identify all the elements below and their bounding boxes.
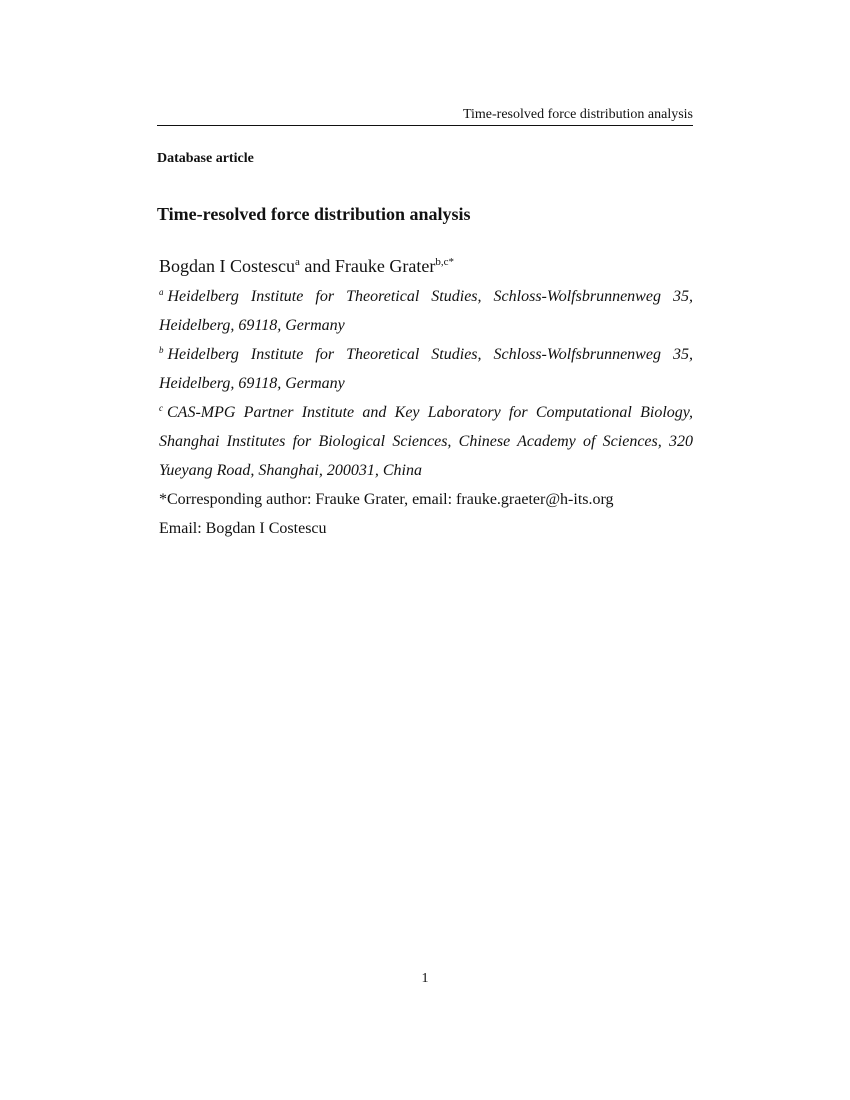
author-email: Email: Bogdan I Costescu bbox=[159, 520, 327, 537]
page-number: 1 bbox=[421, 971, 429, 986]
affiliation-b bbox=[159, 340, 693, 398]
affiliation-text: Heidelberg Institute for Theoretical Studies, Schloss-Wolfsbrunnenweg 35, Heidelberg, 69118, Germany bbox=[159, 288, 693, 334]
affiliation-text: CAS-MPG Partner Institute and Key Laboratory for Computational Biology, Shanghai Institutes for Biological Sciences, Chinese Academy of Sciences, 320 Yueyang Road, Shanghai, 200031, China bbox=[159, 404, 693, 479]
affiliation-marker: b bbox=[159, 345, 164, 355]
affiliation-a bbox=[159, 282, 693, 340]
author-affiliation-marker: b,c* bbox=[435, 256, 454, 268]
author-line bbox=[159, 254, 454, 278]
affiliation-marker: a bbox=[159, 287, 164, 297]
affiliation-marker: c bbox=[159, 403, 163, 413]
paper-title: Time-resolved force distribution analysis bbox=[157, 204, 471, 224]
affiliation-c bbox=[159, 398, 693, 485]
front-matter bbox=[159, 282, 693, 543]
article-type: Database article bbox=[157, 151, 254, 166]
running-header: Time-resolved force distribution analysis bbox=[462, 107, 693, 122]
corresponding-author: *Corresponding author: Frauke Grater, email: frauke.graeter@h-its.org bbox=[159, 491, 614, 508]
author-affiliation-marker: a bbox=[294, 256, 300, 268]
author-conjunction: and bbox=[304, 256, 331, 276]
author-name: Frauke Grater bbox=[334, 256, 436, 276]
header-rule bbox=[157, 125, 693, 126]
author-name: Bogdan I Costescu bbox=[159, 256, 295, 276]
affiliation-text: Heidelberg Institute for Theoretical Studies, Schloss-Wolfsbrunnenweg 35, Heidelberg, 69118, Germany bbox=[159, 346, 693, 392]
